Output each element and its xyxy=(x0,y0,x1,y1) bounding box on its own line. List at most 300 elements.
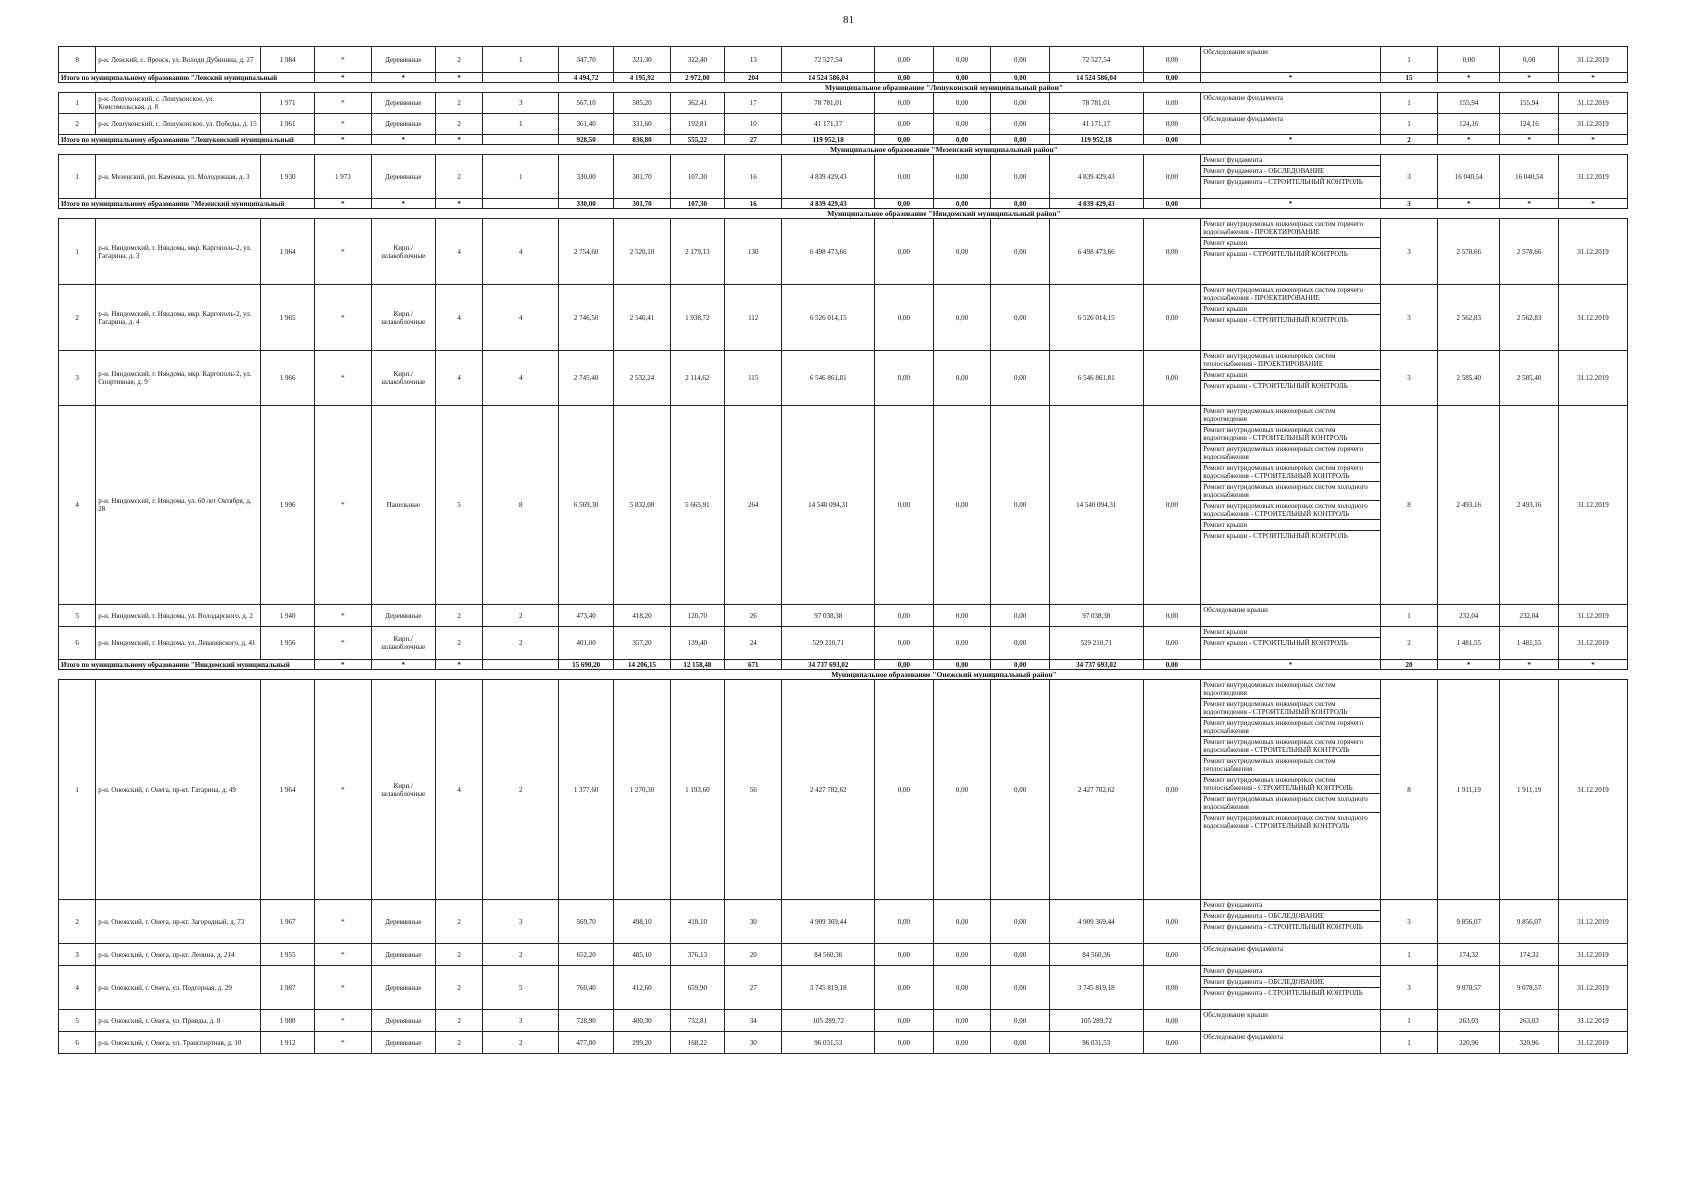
subtotal-a2: 301,70 xyxy=(614,199,670,209)
subtotal-c6: 0,00 xyxy=(1143,199,1201,209)
completion-date: 31.12.2019 xyxy=(1559,1010,1628,1032)
floors: 2 xyxy=(435,114,482,135)
subtotal-row xyxy=(59,199,1628,209)
work-types xyxy=(1201,47,1380,73)
total-area: 347,70 xyxy=(559,47,614,73)
subtotal-work: * xyxy=(1201,660,1380,670)
row-number: 3 xyxy=(59,351,96,406)
work-item: Ремонт крыши xyxy=(1201,627,1379,638)
empty-cell xyxy=(483,199,559,209)
completion-date: 31.12.2019 xyxy=(1559,155,1628,199)
work-types xyxy=(1201,114,1380,135)
subtotal-c4: 0,00 xyxy=(991,199,1050,209)
wall-material: Кирп./ шлакоблочные xyxy=(371,219,435,285)
row-number: 2 xyxy=(59,285,96,351)
total-cost: 78 781,01 xyxy=(782,93,875,114)
wall-material: Деревянные xyxy=(371,1032,435,1054)
other-funds: 0,00 xyxy=(1143,1032,1201,1054)
subtotal-u2: * xyxy=(1500,199,1559,209)
work-item: Ремонт внутридомовых инженерных систем горячего водоснабжения - СТРОИТЕЛЬНЫЙ КОНТРОЛЬ xyxy=(1201,463,1379,482)
unit-cost-limit: 2 578,66 xyxy=(1500,219,1559,285)
subtotal-c2: 0,00 xyxy=(875,199,934,209)
unit-cost-limit: 2 562,83 xyxy=(1500,285,1559,351)
work-item: Ремонт фундамента xyxy=(1201,155,1379,166)
federal-funds: 0,00 xyxy=(875,1032,934,1054)
total-area: 330,00 xyxy=(559,155,614,199)
floors: 2 xyxy=(435,944,482,966)
work-count: 2 xyxy=(1380,627,1438,660)
page-number: 81 xyxy=(843,14,854,26)
subtotal-u1: * xyxy=(1438,199,1500,209)
unit-cost: 263,03 xyxy=(1438,1010,1500,1032)
local-funds: 0,00 xyxy=(991,155,1050,199)
work-item: Ремонт фундамента - ОБСЛЕДОВАНИЕ xyxy=(1201,911,1379,922)
work-item: Ремонт внутридомовых инженерных систем теплоснабжения - СТРОИТЕЛЬНЫЙ КОНТРОЛЬ xyxy=(1201,775,1379,794)
total-cost: 72 527,54 xyxy=(782,47,875,73)
other-funds: 0,00 xyxy=(1143,285,1201,351)
subtotal-mat: * xyxy=(435,135,482,145)
row-number: 1 xyxy=(59,680,96,900)
subtotal-res: 27 xyxy=(724,135,782,145)
completion-date: 31.12.2019 xyxy=(1559,605,1628,627)
subtotal-yb: * xyxy=(315,660,371,670)
table-row xyxy=(59,680,1628,900)
local-funds: 0,00 xyxy=(991,219,1050,285)
year-built: 1 955 xyxy=(261,944,315,966)
row-number: 1 xyxy=(59,93,96,114)
completion-date: 31.12.2019 xyxy=(1559,351,1628,406)
subtotal-c3: 0,00 xyxy=(933,73,991,83)
section-header xyxy=(59,83,1628,93)
residents: 27 xyxy=(724,966,782,1010)
subtotal-c2: 0,00 xyxy=(875,660,934,670)
total-area: 652,20 xyxy=(559,944,614,966)
total-area: 569,70 xyxy=(559,900,614,944)
living-area: 2 520,10 xyxy=(614,219,670,285)
entrances: 5 xyxy=(483,966,559,1010)
address: р-н. Няндомский, г. Няндома, мкр. Каргополь-2, ул. Спортивная, д. 9 xyxy=(96,351,261,406)
subtotal-yr: * xyxy=(371,199,435,209)
table-row xyxy=(59,944,1628,966)
federal-funds: 0,00 xyxy=(875,351,934,406)
federal-funds: 0,00 xyxy=(875,944,934,966)
other-funds: 0,00 xyxy=(1143,1010,1201,1032)
subtotal-c1: 34 737 693,02 xyxy=(782,660,875,670)
year-reconstruction: * xyxy=(315,93,371,114)
total-area: 567,10 xyxy=(559,93,614,114)
section-title: Муниципальное образование "Няндомский муниципальный район" xyxy=(261,209,1628,219)
local-funds: 0,00 xyxy=(991,900,1050,944)
subtotal-dt: * xyxy=(1559,135,1628,145)
subtotal-u1: * xyxy=(1438,73,1500,83)
wall-material: Деревянные xyxy=(371,944,435,966)
table-row xyxy=(59,219,1628,285)
table-row xyxy=(59,900,1628,944)
work-count: 1 xyxy=(1380,114,1438,135)
subtotal-q: 20 xyxy=(1380,660,1438,670)
local-funds: 0,00 xyxy=(991,680,1050,900)
total-area: 401,00 xyxy=(559,627,614,660)
unit-cost: 0,00 xyxy=(1438,47,1500,73)
subtotal-mat: * xyxy=(435,199,482,209)
residents: 112 xyxy=(724,285,782,351)
living-area: 357,20 xyxy=(614,627,670,660)
wall-material: Панельные xyxy=(371,406,435,605)
address: р-н. Онежский, г. Онега, пр-кт. Гагарина, д. 49 xyxy=(96,680,261,900)
owners-funds: 78 781,01 xyxy=(1049,93,1143,114)
work-count: 3 xyxy=(1380,219,1438,285)
work-count: 1 xyxy=(1380,1032,1438,1054)
subtotal-u1: * xyxy=(1438,135,1500,145)
subtotal-res: 204 xyxy=(724,73,782,83)
address: р-н. Онежский, г. Онега, пр-кт. Ленина, д. 214 xyxy=(96,944,261,966)
work-item: Ремонт внутридомовых инженерных систем горячего водоснабжения - ПРОЕКТИРОВАНИЕ xyxy=(1201,219,1379,238)
unit-cost-limit: 0,00 xyxy=(1500,47,1559,73)
subtotal-a1: 928,50 xyxy=(559,135,614,145)
entrances: 4 xyxy=(483,219,559,285)
work-types xyxy=(1201,944,1380,966)
residents: 20 xyxy=(724,944,782,966)
work-item: Ремонт внутридомовых инженерных систем холодного водоснабжения - СТРОИТЕЛЬНЫЙ КОНТРОЛЬ xyxy=(1201,501,1379,520)
subtotal-c3: 0,00 xyxy=(933,199,991,209)
completion-date: 31.12.2019 xyxy=(1559,285,1628,351)
subtotal-c1: 4 839 429,43 xyxy=(782,199,875,209)
address: р-н. Ленский, с. Яренск, ул. Володи Дубинина, д. 27 xyxy=(96,47,261,73)
unit-cost-limit: 320,96 xyxy=(1500,1032,1559,1054)
living-area: 400,30 xyxy=(614,1010,670,1032)
year-reconstruction: 1 973 xyxy=(315,155,371,199)
floors: 5 xyxy=(435,406,482,605)
table-row xyxy=(59,1010,1628,1032)
unit-cost: 124,16 xyxy=(1438,114,1500,135)
federal-funds: 0,00 xyxy=(875,900,934,944)
completion-date: 31.12.2019 xyxy=(1559,627,1628,660)
area-owners: 362,41 xyxy=(670,93,724,114)
work-item: Ремонт крыши xyxy=(1201,238,1379,249)
address: р-н. Няндомский, г. Няндома, ул. Володарского, д. 2 xyxy=(96,605,261,627)
total-cost: 41 171,17 xyxy=(782,114,875,135)
living-area: 2 532,24 xyxy=(614,351,670,406)
year-built: 1 930 xyxy=(261,155,315,199)
completion-date: 31.12.2019 xyxy=(1559,219,1628,285)
year-reconstruction: * xyxy=(315,47,371,73)
local-funds: 0,00 xyxy=(991,1032,1050,1054)
owners-funds: 6 498 473,66 xyxy=(1049,219,1143,285)
floors: 4 xyxy=(435,351,482,406)
wall-material: Деревянные xyxy=(371,47,435,73)
area-owners: 120,70 xyxy=(670,605,724,627)
owners-funds: 6 526 014,15 xyxy=(1049,285,1143,351)
empty-cell xyxy=(483,660,559,670)
work-types xyxy=(1201,1032,1380,1054)
year-reconstruction: * xyxy=(315,114,371,135)
work-item: Ремонт крыши - СТРОИТЕЛЬНЫЙ КОНТРОЛЬ xyxy=(1203,532,1348,540)
completion-date: 31.12.2019 xyxy=(1559,47,1628,73)
regional-funds: 0,00 xyxy=(933,93,991,114)
work-item: Обследование фундамента xyxy=(1203,1033,1283,1041)
work-item: Ремонт фундамента xyxy=(1201,966,1379,977)
subtotal-label: Итого по муниципальному образованию "Мезенский муниципальный xyxy=(59,199,315,209)
entrances: 2 xyxy=(483,944,559,966)
wall-material: Деревянные xyxy=(371,114,435,135)
other-funds: 0,00 xyxy=(1143,47,1201,73)
living-area: 2 546,41 xyxy=(614,285,670,351)
empty-cell xyxy=(59,209,96,219)
work-item: Ремонт внутридомовых инженерных систем водоотведения - СТРОИТЕЛЬНЫЙ КОНТРОЛЬ xyxy=(1201,425,1379,444)
subtotal-c5: 119 952,18 xyxy=(1049,135,1143,145)
subtotal-res: 16 xyxy=(724,199,782,209)
local-funds: 0,00 xyxy=(991,47,1050,73)
work-item: Ремонт крыши xyxy=(1201,520,1379,531)
subtotal-label: Итого по муниципальному образованию "Лешуконский муниципальный xyxy=(59,135,315,145)
total-area: 760,40 xyxy=(559,966,614,1010)
residents: 13 xyxy=(724,47,782,73)
completion-date: 31.12.2019 xyxy=(1559,944,1628,966)
table-row xyxy=(59,1032,1628,1054)
regional-funds: 0,00 xyxy=(933,680,991,900)
row-number: 2 xyxy=(59,900,96,944)
work-count: 1 xyxy=(1380,47,1438,73)
completion-date: 31.12.2019 xyxy=(1559,900,1628,944)
work-types xyxy=(1201,219,1380,285)
year-built: 1 996 xyxy=(261,406,315,605)
owners-funds: 41 171,17 xyxy=(1049,114,1143,135)
unit-cost: 174,32 xyxy=(1438,944,1500,966)
work-count: 3 xyxy=(1380,155,1438,199)
unit-cost-limit: 155,94 xyxy=(1500,93,1559,114)
subtotal-mat: * xyxy=(435,660,482,670)
year-reconstruction: * xyxy=(315,627,371,660)
row-number: 5 xyxy=(59,605,96,627)
work-item: Обследование фундамента xyxy=(1203,945,1283,953)
year-built: 1 987 xyxy=(261,966,315,1010)
entrances: 2 xyxy=(483,680,559,900)
entrances: 2 xyxy=(483,1032,559,1054)
residents: 30 xyxy=(724,1032,782,1054)
work-count: 3 xyxy=(1380,966,1438,1010)
address: р-н. Няндомский, г. Няндома, ул. Леваневского, д. 41 xyxy=(96,627,261,660)
owners-funds: 96 031,53 xyxy=(1049,1032,1143,1054)
unit-cost-limit: 1 911,19 xyxy=(1500,680,1559,900)
entrances: 2 xyxy=(483,605,559,627)
table-row xyxy=(59,966,1628,1010)
row-number: 4 xyxy=(59,966,96,1010)
subtotal-u2: * xyxy=(1500,660,1559,670)
regional-funds: 0,00 xyxy=(933,944,991,966)
residents: 56 xyxy=(724,680,782,900)
year-reconstruction: * xyxy=(315,285,371,351)
area-owners: 2 114,62 xyxy=(670,351,724,406)
row-number: 4 xyxy=(59,406,96,605)
year-reconstruction: * xyxy=(315,406,371,605)
table-row xyxy=(59,114,1628,135)
floors: 2 xyxy=(435,1010,482,1032)
unit-cost: 1 481,55 xyxy=(1438,627,1500,660)
empty-cell xyxy=(96,209,261,219)
subtotal-c1: 119 952,18 xyxy=(782,135,875,145)
work-item: Ремонт внутридомовых инженерных систем горячего водоснабжения - СТРОИТЕЛЬНЫЙ КОНТРОЛЬ xyxy=(1201,737,1379,756)
subtotal-u2: * xyxy=(1500,73,1559,83)
work-count: 1 xyxy=(1380,944,1438,966)
work-item: Ремонт фундамента - СТРОИТЕЛЬНЫЙ КОНТРОЛЬ xyxy=(1203,989,1363,997)
work-types xyxy=(1201,900,1380,944)
total-area: 473,40 xyxy=(559,605,614,627)
subtotal-work: * xyxy=(1201,73,1380,83)
entrances: 1 xyxy=(483,155,559,199)
work-item: Ремонт внутридомовых инженерных систем водоотведения xyxy=(1201,680,1379,699)
local-funds: 0,00 xyxy=(991,406,1050,605)
unit-cost-limit: 16 040,54 xyxy=(1500,155,1559,199)
floors: 2 xyxy=(435,900,482,944)
work-item: Ремонт внутридомовых инженерных систем горячего водоснабжения xyxy=(1201,718,1379,737)
regional-funds: 0,00 xyxy=(933,1032,991,1054)
living-area: 485,10 xyxy=(614,944,670,966)
residents: 16 xyxy=(724,155,782,199)
subtotal-label: Итого по муниципальному образованию "Няндомский муниципальный xyxy=(59,660,315,670)
year-reconstruction: * xyxy=(315,219,371,285)
subtotal-a2: 4 195,92 xyxy=(614,73,670,83)
entrances: 4 xyxy=(483,285,559,351)
year-built: 1 965 xyxy=(261,285,315,351)
subtotal-a2: 836,80 xyxy=(614,135,670,145)
subtotal-q: 2 xyxy=(1380,135,1438,145)
empty-cell xyxy=(483,73,559,83)
regional-funds: 0,00 xyxy=(933,900,991,944)
unit-cost: 2 578,66 xyxy=(1438,219,1500,285)
floors: 4 xyxy=(435,219,482,285)
federal-funds: 0,00 xyxy=(875,285,934,351)
table-row xyxy=(59,627,1628,660)
work-item: Ремонт фундамента - СТРОИТЕЛЬНЫЙ КОНТРОЛЬ xyxy=(1203,178,1363,186)
work-item: Ремонт внутридомовых инженерных систем горячего водоснабжения - ПРОЕКТИРОВАНИЕ xyxy=(1201,285,1379,304)
empty-cell xyxy=(96,145,261,155)
year-built: 1 961 xyxy=(261,114,315,135)
year-built: 1 966 xyxy=(261,351,315,406)
wall-material: Кирп./ шлакоблочные xyxy=(371,680,435,900)
subtotal-c2: 0,00 xyxy=(875,73,934,83)
living-area: 331,60 xyxy=(614,114,670,135)
living-area: 412,60 xyxy=(614,966,670,1010)
unit-cost: 2 493,16 xyxy=(1438,406,1500,605)
unit-cost-limit: 1 481,55 xyxy=(1500,627,1559,660)
subtotal-label: Итого по муниципальному образованию "Ленский муниципальный xyxy=(59,73,315,83)
subtotal-row xyxy=(59,135,1628,145)
unit-cost: 232,04 xyxy=(1438,605,1500,627)
subtotal-c3: 0,00 xyxy=(933,135,991,145)
work-types xyxy=(1201,966,1380,1010)
address: р-н. Лешуконский, с. Лешуконское, ул. Комсомольская, д. 8 xyxy=(96,93,261,114)
subtotal-yb: * xyxy=(315,135,371,145)
work-item: Обследование крыши xyxy=(1203,48,1268,56)
work-count: 1 xyxy=(1380,93,1438,114)
entrances: 8 xyxy=(483,406,559,605)
living-area: 301,70 xyxy=(614,155,670,199)
other-funds: 0,00 xyxy=(1143,219,1201,285)
living-area: 418,20 xyxy=(614,605,670,627)
unit-cost-limit: 2 585,40 xyxy=(1500,351,1559,406)
federal-funds: 0,00 xyxy=(875,219,934,285)
unit-cost-limit: 263,03 xyxy=(1500,1010,1559,1032)
work-count: 3 xyxy=(1380,351,1438,406)
work-count: 8 xyxy=(1380,406,1438,605)
row-number: 5 xyxy=(59,1010,96,1032)
wall-material: Деревянные xyxy=(371,900,435,944)
completion-date: 31.12.2019 xyxy=(1559,406,1628,605)
regional-funds: 0,00 xyxy=(933,1010,991,1032)
subtotal-u1: * xyxy=(1438,660,1500,670)
year-reconstruction: * xyxy=(315,1010,371,1032)
work-item: Ремонт крыши - СТРОИТЕЛЬНЫЙ КОНТРОЛЬ xyxy=(1203,316,1348,324)
floors: 2 xyxy=(435,627,482,660)
federal-funds: 0,00 xyxy=(875,605,934,627)
residents: 24 xyxy=(724,627,782,660)
floors: 2 xyxy=(435,605,482,627)
address: р-н. Онежский, г. Онега, пр-кт. Загородный, д. 73 xyxy=(96,900,261,944)
floors: 4 xyxy=(435,680,482,900)
work-types xyxy=(1201,680,1380,900)
local-funds: 0,00 xyxy=(991,605,1050,627)
local-funds: 0,00 xyxy=(991,285,1050,351)
local-funds: 0,00 xyxy=(991,627,1050,660)
subtotal-yb: * xyxy=(315,73,371,83)
subtotal-c6: 0,00 xyxy=(1143,135,1201,145)
other-funds: 0,00 xyxy=(1143,93,1201,114)
living-area: 498,10 xyxy=(614,900,670,944)
year-reconstruction: * xyxy=(315,1032,371,1054)
address: р-н. Няндомский, г. Няндома, ул. 60 лет Октября, д. 28 xyxy=(96,406,261,605)
section-header xyxy=(59,145,1628,155)
other-funds: 0,00 xyxy=(1143,605,1201,627)
completion-date: 31.12.2019 xyxy=(1559,114,1628,135)
federal-funds: 0,00 xyxy=(875,114,934,135)
empty-cell xyxy=(59,83,96,93)
subtotal-row xyxy=(59,73,1628,83)
other-funds: 0,00 xyxy=(1143,114,1201,135)
residents: 115 xyxy=(724,351,782,406)
regional-funds: 0,00 xyxy=(933,47,991,73)
subtotal-work: * xyxy=(1201,199,1380,209)
work-count: 1 xyxy=(1380,1010,1438,1032)
residents: 130 xyxy=(724,219,782,285)
section-title: Муниципальное образование "Мезенский муниципальный район" xyxy=(261,145,1628,155)
wall-material: Кирп./ шлакоблочные xyxy=(371,351,435,406)
federal-funds: 0,00 xyxy=(875,47,934,73)
total-area: 477,80 xyxy=(559,1032,614,1054)
area-owners: 732,81 xyxy=(670,1010,724,1032)
other-funds: 0,00 xyxy=(1143,351,1201,406)
work-types xyxy=(1201,627,1380,660)
subtotal-c4: 0,00 xyxy=(991,135,1050,145)
residents: 264 xyxy=(724,406,782,605)
subtotal-a1: 15 690,20 xyxy=(559,660,614,670)
subtotal-dt: * xyxy=(1559,660,1628,670)
federal-funds: 0,00 xyxy=(875,406,934,605)
living-area: 321,30 xyxy=(614,47,670,73)
total-cost: 6 526 014,15 xyxy=(782,285,875,351)
year-built: 1 964 xyxy=(261,680,315,900)
subtotal-c5: 4 839 429,43 xyxy=(1049,199,1143,209)
federal-funds: 0,00 xyxy=(875,680,934,900)
work-item: Ремонт внутридомовых инженерных систем водоотведения - СТРОИТЕЛЬНЫЙ КОНТРОЛЬ xyxy=(1201,699,1379,718)
federal-funds: 0,00 xyxy=(875,627,934,660)
regional-funds: 0,00 xyxy=(933,966,991,1010)
regional-funds: 0,00 xyxy=(933,114,991,135)
owners-funds: 4 839 429,43 xyxy=(1049,155,1143,199)
area-owners: 139,40 xyxy=(670,627,724,660)
empty-cell xyxy=(96,83,261,93)
owners-funds: 105 289,72 xyxy=(1049,1010,1143,1032)
unit-cost-limit: 9 078,57 xyxy=(1500,966,1559,1010)
